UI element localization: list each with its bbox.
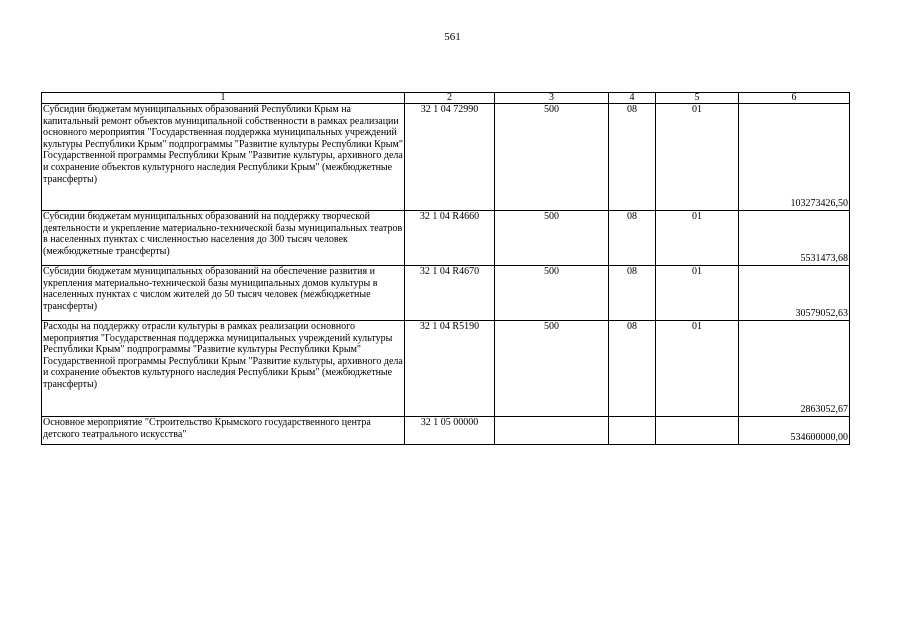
row-col5: 01 [656, 211, 739, 266]
header-cell: 6 [739, 93, 850, 104]
row-col3: 500 [495, 104, 609, 211]
table-row [42, 266, 850, 321]
header-cell: 4 [609, 93, 656, 104]
row-col4: 08 [609, 104, 656, 211]
row-col4: 08 [609, 211, 656, 266]
row-amount: 2863052,67 [739, 321, 850, 417]
row-amount: 5531473,68 [739, 211, 850, 266]
row-col3 [495, 417, 609, 445]
table-row [42, 417, 850, 445]
row-col3: 500 [495, 211, 609, 266]
table-header-row [42, 93, 850, 104]
row-col3: 500 [495, 321, 609, 417]
row-description: Субсидии бюджетам муниципальных образований на обеспечение развития и укрепления материально-технической базы муниципальных домов культуры в населенных пунктах с числом жителей до 50 тысяч человек (межбюджетные трансферты) [42, 266, 405, 321]
page-number: 561 [444, 31, 461, 43]
row-description: Субсидии бюджетам муниципальных образований Республики Крым на капитальный ремонт объектов муниципальной собственности в рамках реализации основного мероприятия "Государственная поддержка муниципальных учреждений культуры Республики Крым" подпрограммы "Развитие культуры Республики Крым" Государственной программы Республики Крым "Развитие культуры, архивного дела и сохранение объектов культурного наследия Республики Крым" (межбюджетные трансферты) [42, 104, 405, 211]
header-cell: 1 [42, 93, 405, 104]
row-description: Субсидии бюджетам муниципальных образований на поддержку творческой деятельности и укрепление материально-технической базы муниципальных театров в населенных пунктах с численностью населения до 300 тысяч человек (межбюджетные трансферты) [42, 211, 405, 266]
row-col3: 500 [495, 266, 609, 321]
row-col5: 01 [656, 266, 739, 321]
row-col4: 08 [609, 321, 656, 417]
row-col5 [656, 417, 739, 445]
row-amount: 103273426,50 [739, 104, 850, 211]
row-code: 32 1 04 R5190 [405, 321, 495, 417]
header-cell: 2 [405, 93, 495, 104]
row-col5: 01 [656, 104, 739, 211]
row-col5: 01 [656, 321, 739, 417]
row-code: 32 1 04 R4670 [405, 266, 495, 321]
table-row [42, 321, 850, 417]
table-row [42, 211, 850, 266]
row-code: 32 1 04 R4660 [405, 211, 495, 266]
row-description: Основное мероприятие "Строительство Крымского государственного центра детского театрального искусства" [42, 417, 405, 445]
budget-table [41, 92, 850, 445]
row-code: 32 1 04 72990 [405, 104, 495, 211]
row-code: 32 1 05 00000 [405, 417, 495, 445]
table-row [42, 104, 850, 211]
row-description: Расходы на поддержку отрасли культуры в рамках реализации основного мероприятия "Государственная поддержка муниципальных учреждений культуры Республики Крым" подпрограммы "Развитие культуры Республики Крым" Государственной программы Республики Крым "Развитие культуры, архивного дела и сохранение объектов культурного наследия Республики Крым" (межбюджетные трансферты) [42, 321, 405, 417]
row-amount: 534600000,00 [739, 417, 850, 445]
header-cell: 5 [656, 93, 739, 104]
row-col4 [609, 417, 656, 445]
row-col4: 08 [609, 266, 656, 321]
header-cell: 3 [495, 93, 609, 104]
row-amount: 30579052,63 [739, 266, 850, 321]
